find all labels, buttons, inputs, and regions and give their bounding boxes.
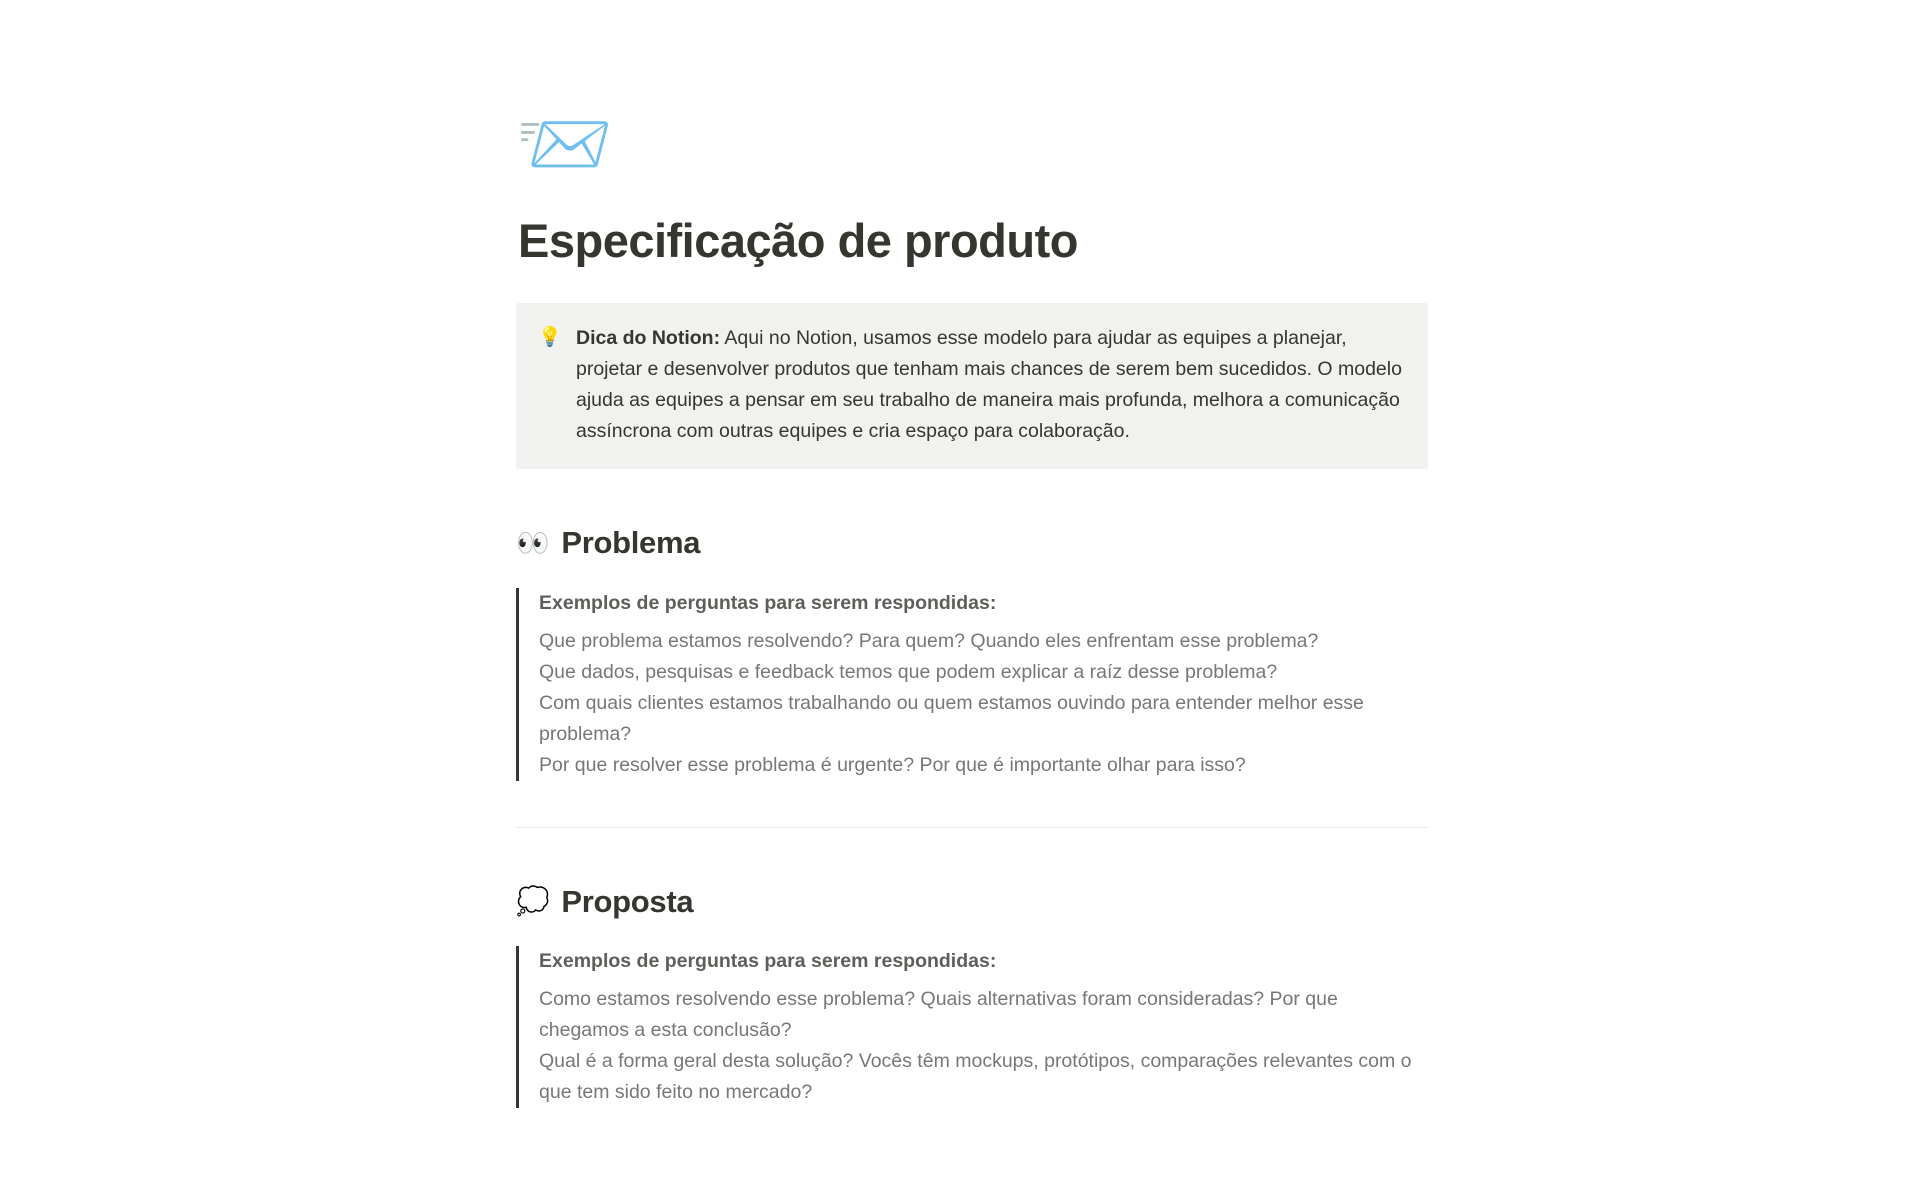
section-proposta (516, 882, 1428, 1108)
callout-body: Aqui no Notion, usamos esse modelo para ajudar as equipes a planejar, projetar e desenvolver produtos que tenham mais chances de serem bem sucedidos. O modelo ajuda as equipes a pensar em seu trabalho de maneira mais profunda, melhora a comunicação assíncrona com outras equipes e cria espaço para colaboração. (576, 327, 1402, 443)
quote-line: Que problema estamos resolvendo? Para quem? Quando eles enfrentam esse problema? (539, 629, 1319, 652)
quote-lead: Exemplos de perguntas para serem respondidas: (539, 591, 997, 614)
quote-line: Como estamos resolvendo esse problema? Quais alternativas foram consideradas? Por que chegamos a esta conclusão? (539, 987, 1338, 1041)
thought-balloon-emoji: 💭 (516, 886, 550, 917)
section-heading-proposta (516, 882, 1428, 922)
quote-line: Que dados, pesquisas e feedback temos que podem explicar a raíz desse problema? (539, 660, 1278, 683)
quote-block-problema (516, 588, 1428, 781)
eyes-emoji: 👀 (516, 528, 550, 559)
callout-text (576, 323, 1406, 447)
quote-block-proposta (516, 946, 1428, 1108)
document-content (516, 0, 1428, 1108)
page-title[interactable]: Especificação de produto (518, 214, 1078, 267)
light-bulb-emoji: 💡 (538, 327, 562, 349)
quote-line: Com quais clientes estamos trabalhando ou quem estamos ouvindo para entender melhor esse problema? (539, 691, 1364, 745)
section-heading-label: Problema (561, 525, 701, 561)
callout-lead: Dica do Notion: (576, 327, 721, 350)
section-divider (516, 827, 1428, 828)
incoming-envelope-emoji[interactable]: 📨 (516, 100, 614, 188)
section-problema (516, 523, 1428, 780)
quote-line: Qual é a forma geral desta solução? Vocês têm mockups, protótipos, comparações relevantes com o que tem sido feito no mercado? (539, 1049, 1412, 1103)
section-heading-problema (516, 523, 1428, 563)
notion-tip-callout (516, 303, 1428, 469)
section-heading-label: Proposta (561, 883, 694, 919)
quote-line: Por que resolver esse problema é urgente? Por que é importante olhar para isso? (539, 753, 1246, 776)
quote-lead: Exemplos de perguntas para serem respondidas: (539, 949, 997, 972)
